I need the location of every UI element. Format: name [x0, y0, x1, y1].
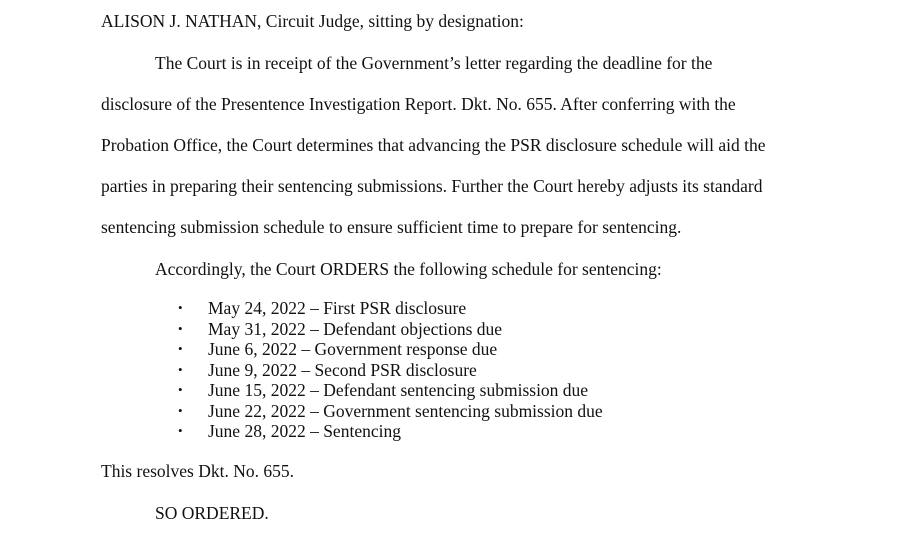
schedule-item-text: May 31, 2022 – Defendant objections due — [208, 318, 503, 339]
bullet-icon: • — [178, 300, 183, 315]
paragraph-line: The Court is in receipt of the Government’s letter regarding the deadline for the — [155, 53, 713, 73]
schedule-intro: Accordingly, the Court ORDERS the following schedule for sentencing: — [155, 259, 662, 279]
so-ordered: SO ORDERED. — [155, 503, 269, 523]
schedule-item-text: June 28, 2022 – Sentencing — [208, 421, 401, 441]
schedule-item-text: June 15, 2022 – Defendant sentencing submission due — [208, 380, 589, 400]
bullet-icon: • — [178, 423, 183, 438]
schedule-item-text: June 9, 2022 – Second PSR disclosure — [208, 359, 477, 380]
schedule-item-text: June 22, 2022 – Government sentencing submission due — [208, 400, 603, 421]
bullet-icon: • — [178, 402, 183, 418]
bullet-icon: • — [178, 382, 183, 397]
schedule-item-text: June 6, 2022 – Government response due — [208, 339, 498, 359]
bullet-icon: • — [178, 341, 183, 356]
judge-heading: ALISON J. NATHAN, Circuit Judge, sitting by designation: — [101, 11, 524, 31]
resolution-line: This resolves Dkt. No. 655. — [101, 461, 294, 481]
schedule-item-text: May 24, 2022 – First PSR disclosure — [208, 298, 467, 318]
paragraph-line: Probation Office, the Court determines that advancing the PSR disclosure schedule will aid the — [101, 135, 766, 155]
paragraph-line: sentencing submission schedule to ensure sufficient time to prepare for sentencing. — [101, 217, 682, 237]
paragraph-line: disclosure of the Presentence Investigation Report. Dkt. No. 655. After conferring with the — [101, 94, 736, 114]
bullet-icon: • — [178, 361, 183, 377]
bullet-icon: • — [178, 320, 183, 336]
paragraph-line: parties in preparing their sentencing submissions. Further the Court hereby adjusts its standard — [101, 176, 763, 196]
